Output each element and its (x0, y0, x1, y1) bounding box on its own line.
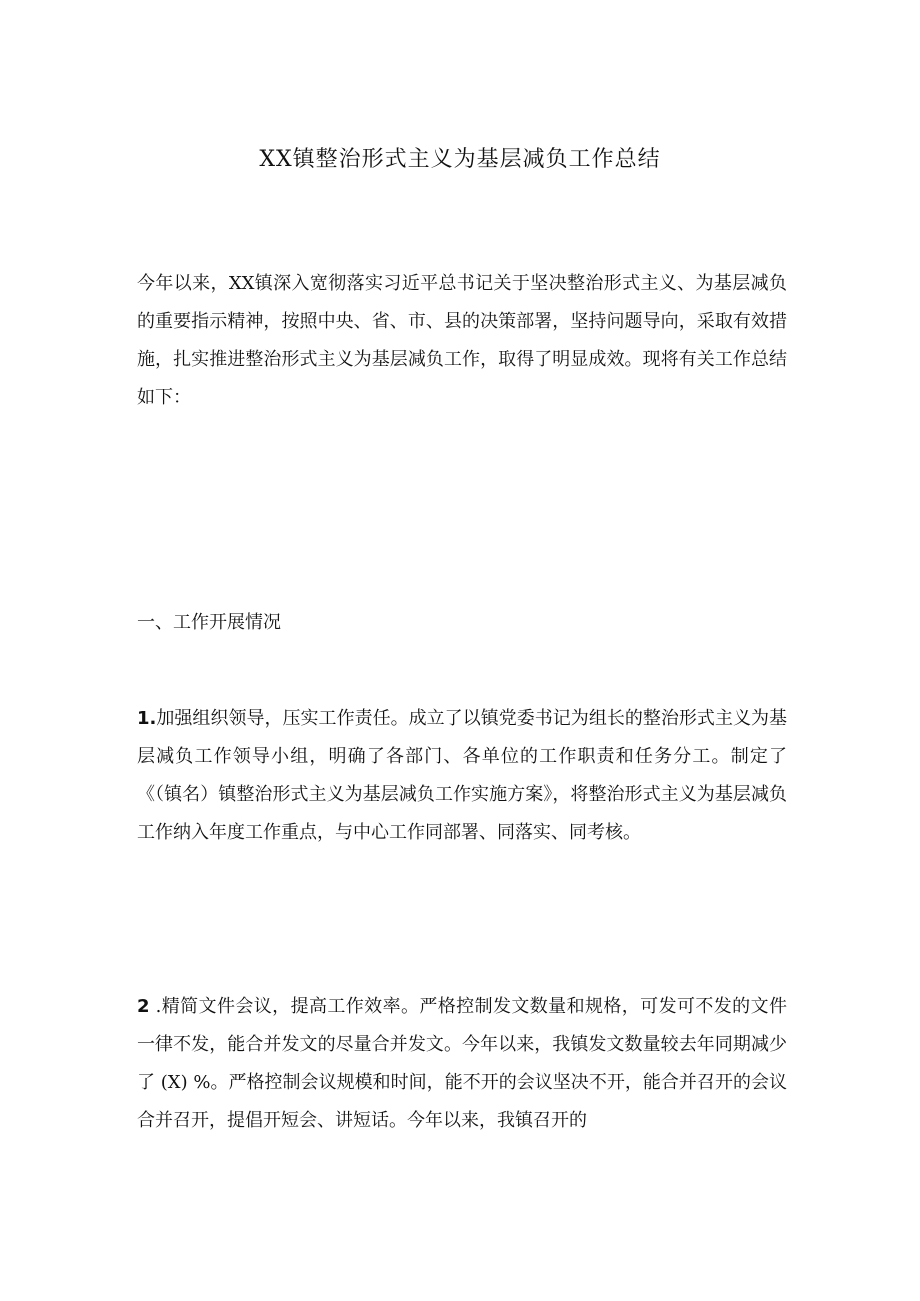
item-1-paragraph (137, 700, 787, 852)
item-2-paragraph (137, 988, 787, 1140)
document-title: XX镇整治形式主义为基层减负工作总结 (259, 147, 661, 172)
intro-paragraph: 今年以来，XX镇深入宽彻落实习近平总书记关于坚决整治形式主义、为基层减负的重要指示精神，按照中央、省、市、县的决策部署，坚持问题导向，采取有效措施，扎实推进整治形式主义为基层减负工作，取得了明显成效。现将有关工作总结如下： (137, 273, 787, 408)
item-2-number: 2 (137, 996, 150, 1017)
item-1-number: 1. (137, 708, 157, 729)
section-heading: 一、工作开展情况 (137, 612, 281, 633)
item-2-text: .精简文件会议，提高工作效率。严格控制发文数量和规格，可发可不发的文件一律不发，能合并发文的尽量合并发文。今年以来，我镇发文数量较去年同期减少了 (X) %。严格控制会议规模和时间，能不开的会议坚决不开，能合并召开的会议合并召开，提倡开短会、讲短话。今年以来，我镇召开的 (137, 996, 787, 1131)
item-1-text: 加强组织领导，压实工作责任。成立了以镇党委书记为组长的整治形式主义为基层减负工作领导小组，明确了各部门、各单位的工作职责和任务分工。制定了《（镇名）镇整治形式主义为基层减负工作实施方案》，将整治形式主义为基层减负工作纳入年度工作重点，与中心工作同部署、同落实、同考核。 (137, 708, 787, 843)
